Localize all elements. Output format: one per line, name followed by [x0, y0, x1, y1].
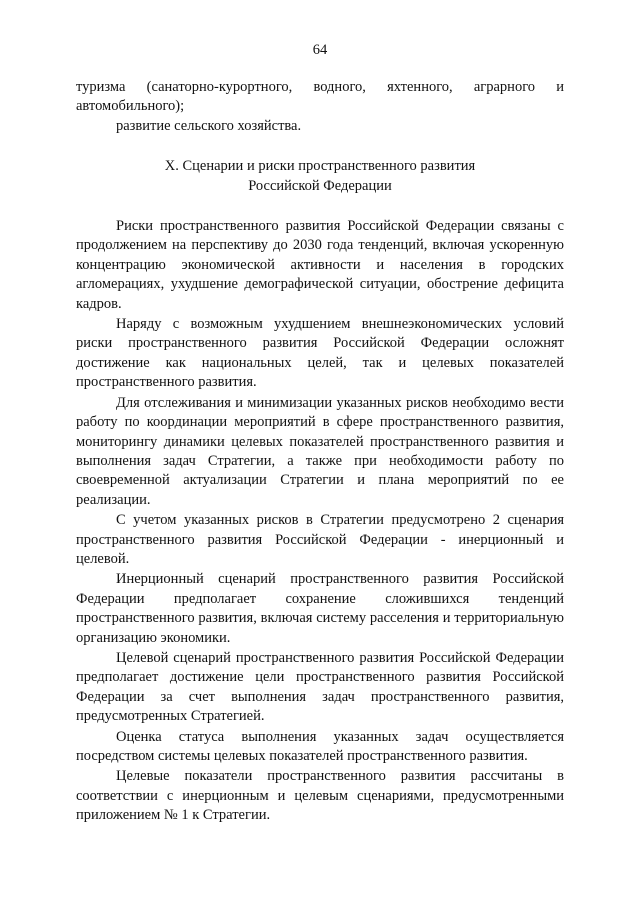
paragraph-status-assessment: Оценка статуса выполнения указанных задач осуществляется посредством системы целевых показателей пространственного развития. [76, 728, 564, 764]
paragraph-monitoring: Для отслеживания и минимизации указанных рисков необходимо вести работу по координации мероприятий в сфере пространственного развития, мониторингу динамики целевых показателей пространственного развития и выполнения задач Стратегии, а также при необходимости работу по своевременной актуализации Стратегии и плана мероприятий по ее реализации. [76, 394, 564, 508]
paragraph-agriculture: развитие сельского хозяйства. [116, 117, 302, 134]
paragraph-target-scenario: Целевой сценарий пространственного развития Российской Федерации предполагает достижение цели пространственного развития Российской Федерации за счет выполнения задач пространственного развития, предусмотренных Стратегией. [76, 649, 564, 725]
paragraph-tourism-continuation: туризма (санаторно-курортного, водного, яхтенного, аграрного и автомобильного); [76, 79, 564, 115]
paragraph-risks: Риски пространственного развития Российской Федерации связаны с продолжением на перспективу до 2030 года тенденций, включая ускоренную концентрацию экономической активности и населения в городских агломерациях, ухудшение демографической ситуации, обострение дефицита кадров. [76, 218, 564, 312]
paragraph-two-scenarios: С учетом указанных рисков в Стратегии предусмотрено 2 сценария пространственного развития Российской Федерации - инерционный и целевой. [76, 512, 564, 567]
paragraph-inertial-scenario: Инерционный сценарий пространственного развития Российской Федерации предполагает сохранение сложившихся тенденций пространственного развития, включая систему расселения и территориальную организацию экономики. [76, 571, 564, 646]
section-heading-line-2: Российской Федерации [248, 177, 392, 194]
heading-spacer [76, 196, 564, 217]
page-number: 64 [312, 42, 328, 58]
paragraph-external-conditions: Наряду с возможным ухудшением внешнеэкономических условий риски пространственного развития Российской Федерации осложнят достижение как национальных целей, так и целевых показателей пространственного развития. [76, 316, 564, 391]
section-heading [76, 157, 564, 196]
section-heading-line-1: X. Сценарии и риски пространственного развития [164, 158, 476, 175]
paragraph-target-indicators: Целевые показатели пространственного развития рассчитаны в соответствии с инерционным и целевым сценариями, предусмотренными приложением № 1 к Стратегии. [76, 768, 564, 824]
document-body [76, 78, 564, 826]
